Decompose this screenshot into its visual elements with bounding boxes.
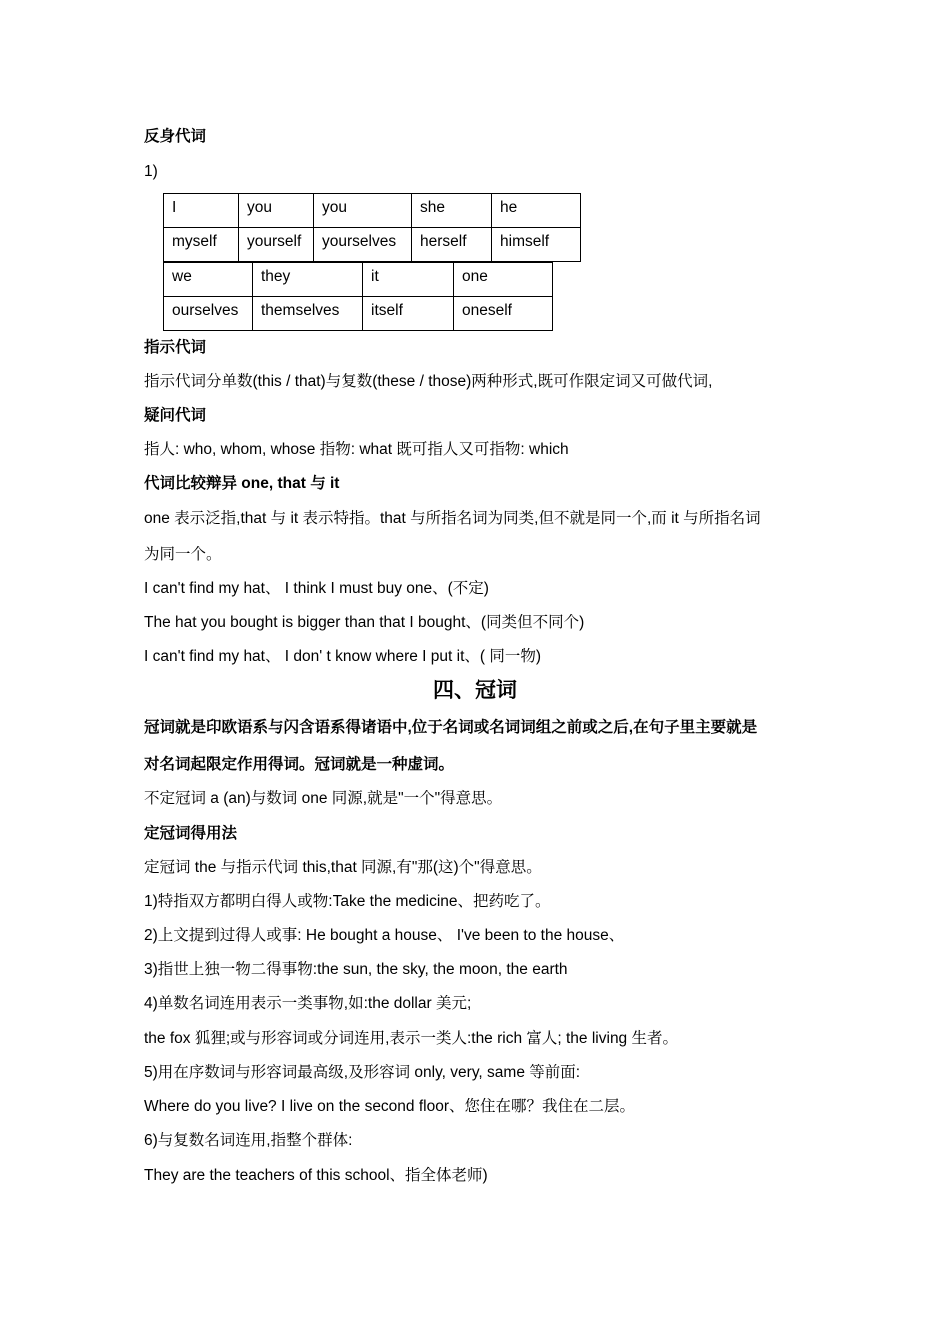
list-marker: 1) (144, 163, 158, 180)
table-cell: himself (492, 228, 581, 262)
table-row (164, 194, 581, 228)
table-row (164, 263, 553, 297)
chapter-title: 四、冠词 (433, 679, 517, 702)
reflexive-table-1 (163, 193, 581, 262)
table-cell: she (412, 194, 492, 228)
reflexive-table-2 (163, 262, 553, 331)
table-cell: one (454, 263, 553, 297)
list-item: 3)指世上独一物二得事物:the sun, the sky, the moon, the earth (144, 961, 568, 978)
example-sentence: They are the teachers of this school、指全体老师) (144, 1167, 488, 1184)
table-cell: myself (164, 228, 239, 262)
table-cell: herself (412, 228, 492, 262)
table-cell: oneself (454, 297, 553, 331)
table-cell: yourself (239, 228, 314, 262)
example-sentence: The hat you bought is bigger than that I bought、(同类但不同个) (144, 614, 585, 631)
paragraph-bold: 对名词起限定作用得词。冠词就是一种虚词。 (144, 756, 455, 773)
table-cell: he (492, 194, 581, 228)
example-sentence: Where do you live? I live on the second floor、您住在哪？我住在二层。 (144, 1098, 636, 1115)
table-cell: we (164, 263, 253, 297)
list-item: the fox 狐狸;或与形容词或分词连用,表示一类人:the rich 富人; the living 生者。 (144, 1030, 678, 1047)
list-item: 4)单数名词连用表示一类事物,如:the dollar 美元; (144, 995, 472, 1012)
list-item: 2)上文提到过得人或事: He bought a house、 I've been to the house、 (144, 927, 625, 944)
table-cell: themselves (253, 297, 363, 331)
paragraph: one 表示泛指,that 与 it 表示特指。that 与所指名词为同类,但不就是同一个,而 it 与所指名词 (144, 510, 761, 527)
example-sentence: I can't find my hat、 I don' t know where I put it、( 同一物) (144, 648, 542, 665)
section-heading-compare: 代词比较辩异 one, that 与 it (144, 475, 340, 492)
list-item: 6)与复数名词连用,指整个群体: (144, 1132, 353, 1149)
table-cell: yourselves (314, 228, 412, 262)
paragraph: 定冠词 the 与指示代词 this,that 同源,有"那(这)个"得意思。 (144, 859, 542, 876)
section-heading-reflexive: 反身代词 (144, 128, 207, 145)
table-cell: I (164, 194, 239, 228)
table-row (164, 297, 553, 331)
paragraph-bold: 冠词就是印欧语系与闪含语系得诸语中,位于名词或名词词组之前或之后,在句子里主要就是 (144, 719, 758, 736)
table-cell: it (363, 263, 454, 297)
section-heading-interrogative: 疑问代词 (144, 407, 207, 424)
section-heading-demonstrative: 指示代词 (144, 339, 207, 356)
section-heading-definite-usage: 定冠词得用法 (144, 825, 238, 842)
paragraph: 指人: who, whom, whose 指物: what 既可指人又可指物: which (144, 441, 569, 458)
table-cell: you (314, 194, 412, 228)
list-item: 5)用在序数词与形容词最高级,及形容词 only, very, same 等前面: (144, 1064, 581, 1081)
list-item: 1)特指双方都明白得人或物:Take the medicine、把药吃了。 (144, 893, 551, 910)
table-cell: you (239, 194, 314, 228)
table-row (164, 228, 581, 262)
example-sentence: I can't find my hat、 I think I must buy one、(不定) (144, 580, 489, 597)
table-cell: ourselves (164, 297, 253, 331)
paragraph: 指示代词分单数(this / that)与复数(these / those)两种形式,既可作限定词又可做代词, (144, 373, 713, 390)
paragraph: 为同一个。 (144, 546, 222, 563)
paragraph: 不定冠词 a (an)与数词 one 同源,就是"一个"得意思。 (144, 790, 503, 807)
table-cell: itself (363, 297, 454, 331)
table-cell: they (253, 263, 363, 297)
